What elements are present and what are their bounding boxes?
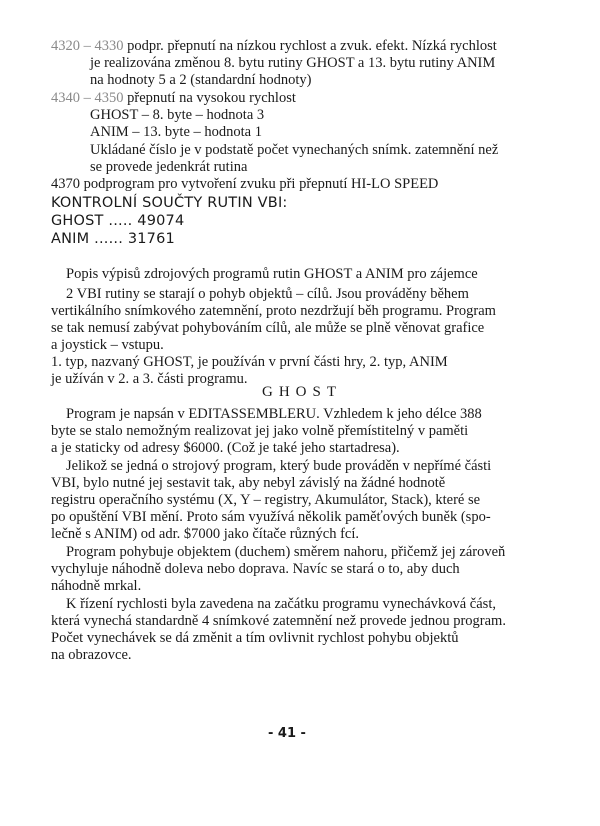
ghost-line-15: na obrazovce. xyxy=(51,647,132,663)
intro-line-4: a joystick – vstupu. xyxy=(51,337,164,353)
intro-line-1: 2 VBI rutiny se starají o pohyb objektů – cílů. Jsou prováděny během xyxy=(66,286,469,302)
ghost-line-10: vychyluje náhodně doleva nebo doprava. Navíc se stará o to, aby duch xyxy=(51,561,460,577)
line-text: podpr. přepnutí na nízkou rychlost a zvuk. efekt. Nízká rychlost xyxy=(127,38,497,54)
ghost-line-3: a je staticky od adresy $6000. (Což je také jeho startadresa). xyxy=(51,440,400,456)
ghost-line-9: Program pohybuje objektem (duchem) směrem nahoru, přičemž jej zároveň xyxy=(66,544,506,560)
line-number: 4340 – 4350 xyxy=(51,90,124,106)
listing-line-8: se provede jedenkrát rutina xyxy=(90,159,248,175)
intro-line-5: 1. typ, nazvaný GHOST, je používán v první části hry, 2. typ, ANIM xyxy=(51,354,448,370)
listing-line-3: na hodnoty 5 a 2 (standardní hodnoty) xyxy=(90,72,312,88)
checksum-ghost: GHOST ..... 49074 xyxy=(51,213,185,229)
ghost-line-11: náhodně mrkal. xyxy=(51,578,142,594)
line-text: přepnutí na vysokou rychlost xyxy=(127,90,296,106)
line-text: podprogram pro vytvoření zvuku při přepnutí HI-LO SPEED xyxy=(83,176,439,192)
line-number: 4320 – 4330 xyxy=(51,38,124,54)
ghost-line-6: registru operačního systému (X, Y – registry, Akumulátor, Stack), které se xyxy=(51,492,481,508)
page-number: - 41 - xyxy=(268,726,306,741)
listing-line-9 xyxy=(51,176,438,193)
listing-line-1 xyxy=(51,38,497,55)
ghost-line-2: byte se stalo nemožným realizovat jej jako volně přemístitelný v paměti xyxy=(51,423,469,439)
ghost-line-13: která vynechá standardně 4 snímkové zatemnění než provede jednou program. xyxy=(51,613,506,629)
checksum-anim: ANIM ...... 31761 xyxy=(51,231,175,247)
ghost-line-5: VBI, bylo nutné jej sestavit tak, aby nebyl závislý na žádné hodnotě xyxy=(51,475,446,491)
listing-line-7: Ukládané číslo je v podstatě počet vynechaných snímk. zatemnění než xyxy=(90,142,499,158)
checksums-heading: KONTROLNÍ SOUČTY RUTIN VBI: xyxy=(51,195,288,211)
line-number: 4370 xyxy=(51,176,80,192)
listing-line-2: je realizována změnou 8. bytu rutiny GHOST a 13. bytu rutiny ANIM xyxy=(90,55,496,71)
ghost-line-7: po opuštění VBI mění. Proto sám využívá několik paměťových buněk (spo- xyxy=(51,509,491,525)
ghost-line-4: Jelikož se jedná o strojový program, který bude prováděn v nepřímé části xyxy=(66,458,492,474)
listing-line-4 xyxy=(51,90,296,107)
intro-line-6: je užíván v 2. a 3. části programu. xyxy=(51,371,248,387)
ghost-line-14: Počet vynechávek se dá změnit a tím ovlivnit rychlost pohybu objektů xyxy=(51,630,459,646)
ghost-line-12: K řízení rychlosti byla zavedena na začátku programu vynechávková část, xyxy=(66,596,496,612)
section-title: GHOST xyxy=(262,384,343,400)
listing-line-6: ANIM – 13. byte – hodnota 1 xyxy=(90,124,262,140)
intro-heading: Popis výpisů zdrojových programů rutin GHOST a ANIM pro zájemce xyxy=(66,266,478,282)
intro-line-3: se tak nemusí zabývat pohybováním cílů, ale může se plně věnovat grafice xyxy=(51,320,485,336)
ghost-line-8: lečně s ANIM) od adr. $7000 jako čítače různých fcí. xyxy=(51,526,360,542)
intro-line-2: vertikálního snímkového zatemnění, proto nezdržují běh programu. Program xyxy=(51,303,496,319)
ghost-line-1: Program je napsán v EDITASSEMBLERU. Vzhledem k jeho délce 388 xyxy=(66,406,482,422)
listing-line-5: GHOST – 8. byte – hodnota 3 xyxy=(90,107,265,123)
